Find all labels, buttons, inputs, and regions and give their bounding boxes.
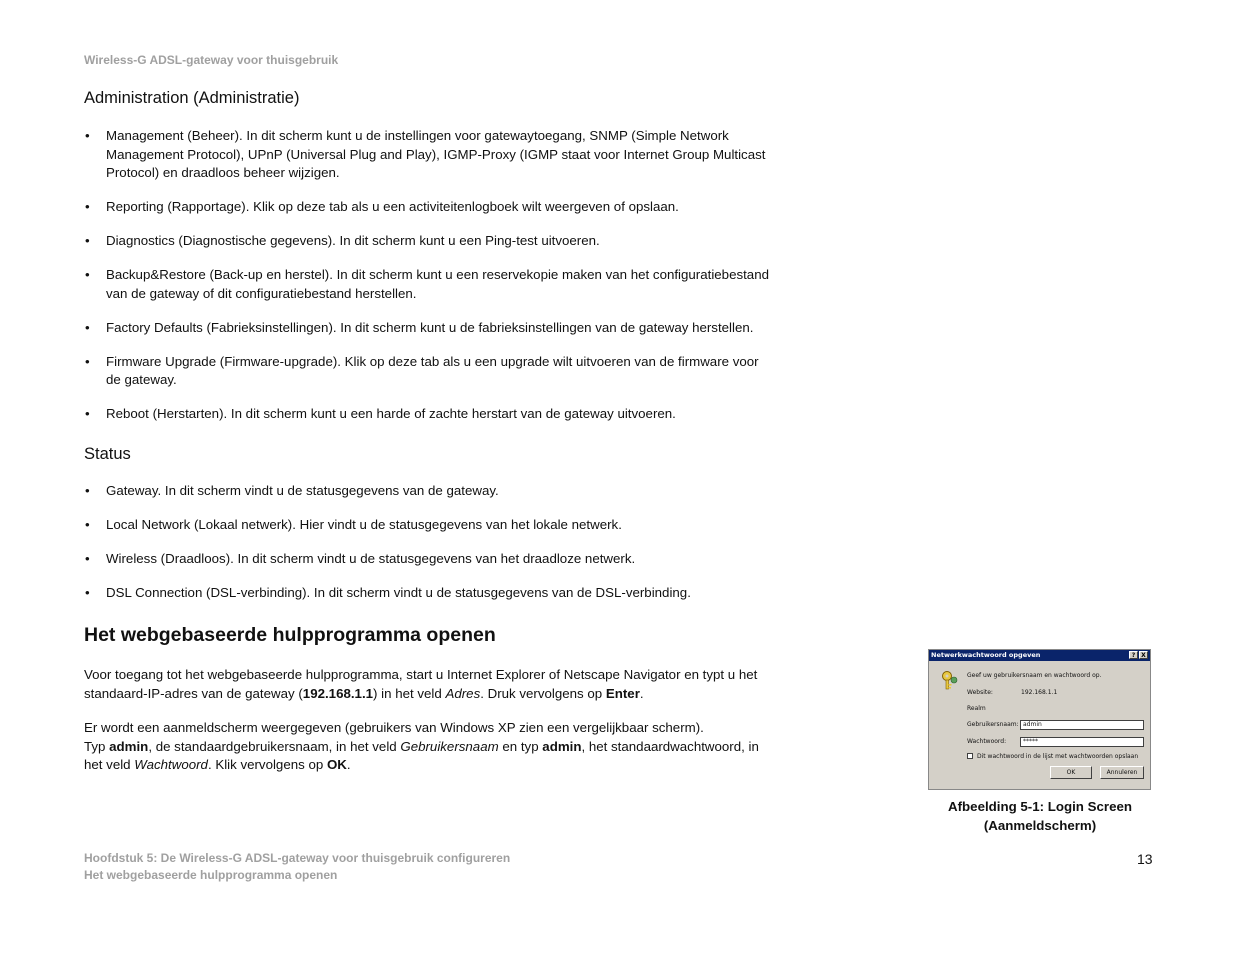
save-password-label: Dit wachtwoord in de lijst met wachtwoorden opslaan: [977, 753, 1139, 760]
section-heading-status: Status: [84, 445, 131, 463]
field-name-username: Gebruikersnaam: [400, 738, 499, 754]
section-heading-open-utility: Het webgebaseerde hulpprogramma openen: [84, 624, 496, 646]
password-label: Wachtwoord:: [967, 738, 1007, 745]
list-item: • Firmware Upgrade (Firmware-upgrade). Klik op deze tab als u een upgrade wilt uitvoeren van de firmware voor de gateway.: [84, 353, 774, 390]
close-icon[interactable]: X: [1139, 651, 1148, 659]
save-password-checkbox[interactable]: [967, 753, 973, 759]
list-item: • Management (Beheer). In dit scherm kunt u de instellingen voor gatewaytoegang, SNMP (Simple Network Management Protocol), UPnP (Universal Plug and Play), IGMP-Proxy (IGMP staat voor Internet Group Multicast Protocol) en draadloos beheer wijzigen.: [84, 127, 774, 183]
website-label: Website:: [967, 689, 993, 696]
list-item: • Local Network (Lokaal netwerk). Hier vindt u de statusgegevens van het lokale netwerk.: [84, 516, 774, 535]
administration-list: [84, 127, 774, 439]
list-item: • Factory Defaults (Fabrieksinstellingen). In dit scherm kunt u de fabrieksinstellingen van de gateway herstellen.: [84, 319, 774, 338]
caption-line-1: Afbeelding 5-1: Login Screen: [948, 799, 1132, 814]
footer-section: Het webgebaseerde hulpprogramma openen: [84, 868, 338, 882]
running-footer: [84, 850, 510, 884]
list-item: • Wireless (Draadloos). In dit scherm vindt u de statusgegevens van het draadloze netwerk.: [84, 550, 774, 569]
field-name-password: Wachtwoord: [134, 757, 208, 772]
ip-address: 192.168.1.1: [302, 685, 374, 701]
website-value: 192.168.1.1: [1021, 689, 1058, 696]
username-label: Gebruikersnaam:: [967, 721, 1019, 728]
list-item: • DSL Connection (DSL-verbinding). In dit scherm vindt u de statusgegevens van de DSL-verbinding.: [84, 584, 774, 603]
running-header: Wireless-G ADSL-gateway voor thuisgebruik: [84, 53, 339, 67]
ok-button[interactable]: OK: [1050, 766, 1092, 779]
login-dialog-figure: [928, 649, 1151, 790]
list-item: • Gateway. In dit scherm vindt u de statusgegevens van de gateway.: [84, 482, 774, 501]
default-password: admin: [542, 738, 582, 754]
default-username: admin: [109, 738, 149, 754]
key-icon: [941, 670, 959, 690]
caption-line-2: (Aanmeldscherm): [983, 818, 1097, 833]
section-heading-administration: Administration (Administratie): [84, 89, 300, 107]
field-name-adres: Adres: [445, 685, 481, 701]
list-item: • Backup&Restore (Back-up en herstel). In dit scherm kunt u een reservekopie maken van het configuratiebestand van de gateway of dit configuratiebestand herstellen.: [84, 266, 774, 303]
list-item: • Reboot (Herstarten). In dit scherm kunt u een harde of zachte herstart van de gateway uitvoeren.: [84, 405, 774, 424]
paragraph-access: Voor toegang tot het webgebaseerde hulpprogramma, start u Internet Explorer of Netscape Navigator en typt u het standaard-IP-adres van de gateway (192.168.1.1) in het veld Adres. Druk vervolgens op Enter.: [84, 667, 758, 701]
password-field[interactable]: *****: [1020, 737, 1144, 747]
help-icon[interactable]: ?: [1129, 651, 1138, 659]
list-item: • Reporting (Rapportage). Klik op deze tab als u een activiteitenlogboek wilt weergeven of opslaan.: [84, 198, 774, 217]
dialog-prompt: Geef uw gebruikersnaam en wachtwoord op.: [967, 672, 1102, 679]
username-field[interactable]: admin: [1020, 720, 1144, 730]
figure-caption: [930, 797, 1150, 835]
key-enter: Enter: [605, 685, 640, 701]
dialog-title: Netwerkwachtwoord opgeven: [931, 651, 1041, 659]
paragraph-login: Er wordt een aanmeldscherm weergegeven (gebruikers van Windows XP zien een vergelijkbaar scherm). Typ admin, de standaardgebruikersnaam, in het veld Gebruikersnaam en typ admin, het standaardwachtwoord, in het veld Wachtwoord. Klik vervolgens op OK.: [84, 720, 759, 772]
realm-label: Realm: [967, 705, 986, 712]
ok-reference: OK: [326, 757, 347, 772]
status-list: [84, 482, 774, 618]
dialog-title-bar: [929, 650, 1150, 661]
cancel-button[interactable]: Annuleren: [1100, 766, 1144, 779]
list-item: • Diagnostics (Diagnostische gegevens). In dit scherm kunt u een Ping-test uitvoeren.: [84, 232, 774, 251]
page-number: 13: [1137, 851, 1153, 867]
footer-chapter: Hoofdstuk 5: De Wireless-G ADSL-gateway voor thuisgebruik configureren: [84, 851, 511, 865]
